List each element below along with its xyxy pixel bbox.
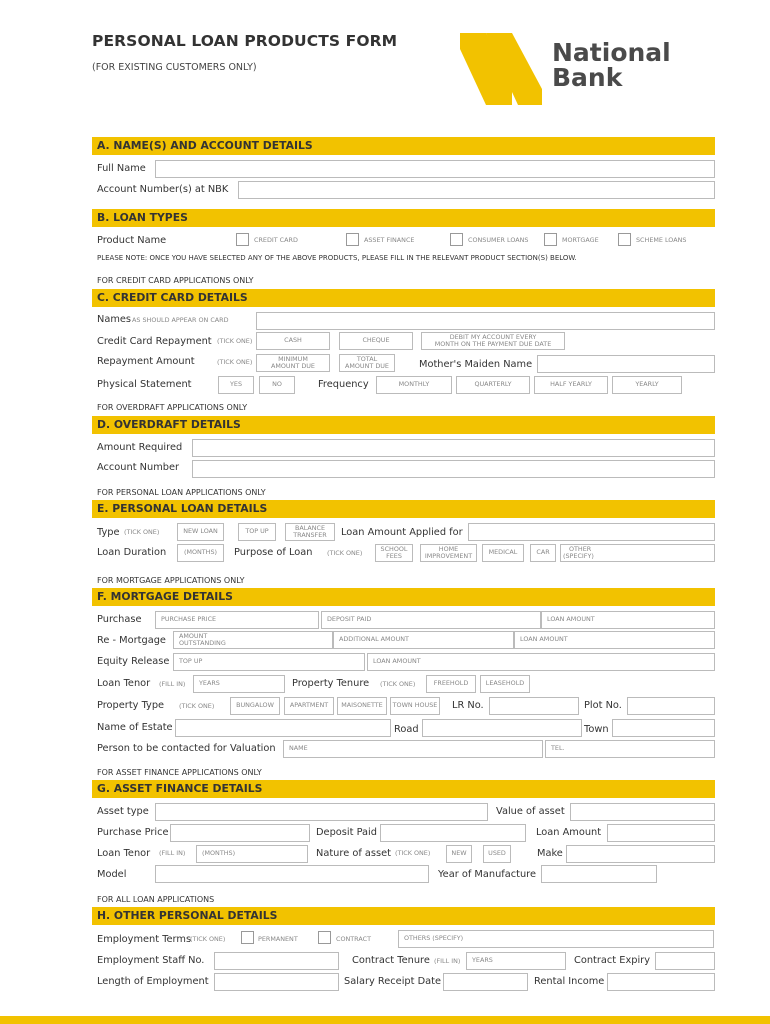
mortgage-checkbox[interactable] — [544, 233, 557, 246]
additional-amount-field[interactable]: ADDITIONAL AMOUNT — [333, 631, 514, 649]
equity-top-up-field[interactable]: TOP UP — [173, 653, 365, 671]
half-yearly-option[interactable]: HALF YEARLY — [534, 376, 608, 394]
year-of-manufacture-label: Year of Manufacture — [438, 869, 537, 880]
physical-statement-label: Physical Statement — [97, 379, 192, 390]
repayment-amount-label: Repayment Amount — [97, 356, 195, 367]
purchase-label: Purchase — [97, 614, 142, 625]
purchase-price-field[interactable]: PURCHASE PRICE — [155, 611, 319, 629]
rental-income-field[interactable] — [607, 973, 715, 991]
value-of-asset-label: Value of asset — [496, 806, 565, 817]
loan-amount-applied-label: Loan Amount Applied for — [341, 527, 463, 538]
page-title: PERSONAL LOAN PRODUCTS FORM — [92, 32, 398, 50]
year-of-manufacture-field[interactable] — [541, 865, 657, 883]
staff-no-field[interactable] — [214, 952, 339, 970]
loan-tenor-label: Loan Tenor — [97, 678, 151, 689]
contract-tenure-fill-in: (FILL IN) — [434, 957, 461, 965]
contract-checkbox[interactable] — [318, 931, 331, 944]
nature-tick-one: (TICK ONE) — [395, 849, 431, 857]
plot-no-field[interactable] — [627, 697, 715, 715]
balance-transfer-option[interactable] — [285, 523, 335, 541]
minimum-amount-option[interactable] — [256, 354, 330, 372]
total-line-2: AMOUNT DUE — [345, 362, 389, 370]
estate-label: Name of Estate — [97, 722, 173, 733]
purchase-price-label: Purchase Price — [97, 827, 169, 838]
total-amount-option[interactable] — [339, 354, 395, 372]
plot-no-label: Plot No. — [584, 700, 622, 711]
asset-tenor-months-field[interactable]: (MONTHS) — [196, 845, 308, 863]
logo-line-1: National — [552, 38, 671, 67]
section-g-header: G. ASSET FINANCE DETAILS — [92, 780, 715, 798]
section-c-header: C. CREDIT CARD DETAILS — [92, 289, 715, 307]
freehold-option[interactable]: FREEHOLD — [426, 675, 476, 693]
consumer-loans-checkbox[interactable] — [450, 233, 463, 246]
product-note: PLEASE NOTE: ONCE YOU HAVE SELECTED ANY OF THE ABOVE PRODUCTS, PLEASE FILL IN THE RELEVANT PRODUCT SECTION(S) BELOW. — [97, 254, 577, 262]
town-field[interactable] — [612, 719, 715, 737]
deposit-paid-field[interactable]: DEPOSIT PAID — [321, 611, 541, 629]
permanent-checkbox[interactable] — [241, 931, 254, 944]
staff-no-label: Employment Staff No. — [97, 955, 205, 966]
names-field[interactable] — [256, 312, 715, 330]
property-type-tick-one: (TICK ONE) — [179, 702, 215, 710]
bungalow-option[interactable]: BUNGALOW — [230, 697, 280, 715]
account-numbers-label: Account Number(s) at NBK — [97, 184, 229, 195]
length-of-employment-label: Length of Employment — [97, 976, 209, 987]
purchase-price-field-g[interactable] — [170, 824, 310, 842]
salary-receipt-date-field[interactable] — [443, 973, 528, 991]
amount-outstanding-line-1: AMOUNT — [179, 631, 208, 640]
yearly-option[interactable]: YEARLY — [612, 376, 682, 394]
estate-field[interactable] — [175, 719, 391, 737]
mortgage-option-label: MORTGAGE — [562, 236, 599, 244]
school-fees-option[interactable] — [375, 544, 413, 562]
rental-income-label: Rental Income — [534, 976, 605, 987]
loan-duration-field[interactable]: (MONTHS) — [177, 544, 224, 562]
mothers-maiden-name-field[interactable] — [537, 355, 715, 373]
consumer-loans-option-label: CONSUMER LOANS — [468, 236, 529, 244]
permanent-label: PERMANENT — [258, 935, 298, 943]
others-specify-field[interactable]: OTHERS (SPECIFY) — [398, 930, 714, 948]
cheque-option[interactable]: CHEQUE — [339, 332, 413, 350]
total-line-1: TOTAL — [356, 354, 378, 363]
repayment-amount-tick-one: (TICK ONE) — [217, 358, 253, 366]
section-e-header: E. PERSONAL LOAN DETAILS — [92, 500, 715, 518]
deposit-paid-field-g[interactable] — [380, 824, 526, 842]
remortgage-label: Re - Mortgage — [97, 635, 166, 646]
value-of-asset-field[interactable] — [570, 803, 715, 821]
loan-type-tick-one: (TICK ONE) — [124, 528, 160, 536]
credit-card-checkbox[interactable] — [236, 233, 249, 246]
make-field[interactable] — [566, 845, 715, 863]
valuation-name-field[interactable]: NAME — [283, 740, 543, 758]
school-line-2: FEES — [386, 552, 402, 560]
amount-required-label: Amount Required — [97, 442, 183, 453]
minimum-line-1: MINIMUM — [278, 354, 308, 363]
amount-required-field[interactable] — [192, 439, 715, 457]
asset-type-field[interactable] — [155, 803, 488, 821]
salary-receipt-date-label: Salary Receipt Date — [344, 976, 442, 987]
footer-bar — [0, 1016, 770, 1024]
full-name-field[interactable] — [155, 160, 715, 178]
account-number-field[interactable] — [192, 460, 715, 478]
deposit-paid-label: Deposit Paid — [316, 827, 377, 838]
mothers-maiden-name-label: Mother's Maiden Name — [419, 359, 533, 370]
debit-account-option[interactable] — [421, 332, 565, 350]
valuation-tel-field[interactable]: TEL. — [545, 740, 715, 758]
medical-option[interactable]: MEDICAL — [482, 544, 524, 562]
apartment-option[interactable]: APARTMENT — [284, 697, 334, 715]
physical-no-option[interactable]: NO — [259, 376, 295, 394]
road-field[interactable] — [422, 719, 582, 737]
road-label: Road — [394, 724, 419, 735]
top-up-option[interactable]: TOP UP — [238, 523, 276, 541]
names-label: Names — [97, 314, 132, 325]
balance-line-1: BALANCE — [294, 523, 326, 532]
section-g-pre: FOR ASSET FINANCE APPLICATIONS ONLY — [97, 768, 262, 777]
other-line-1: OTHER — [569, 544, 592, 553]
credit-card-repayment-label: Credit Card Repayment — [97, 336, 212, 347]
loan-duration-label: Loan Duration — [97, 547, 167, 558]
account-number-label: Account Number — [97, 462, 180, 473]
repayment-tick-one: (TICK ONE) — [217, 337, 253, 345]
remortgage-loan-amount-field[interactable]: LOAN AMOUNT — [514, 631, 715, 649]
scheme-loans-checkbox[interactable] — [618, 233, 631, 246]
other-line-2: (SPECIFY) — [563, 552, 594, 560]
bank-logo-name — [552, 40, 671, 90]
loan-amount-applied-field[interactable] — [468, 523, 715, 541]
contract-tenure-years-field[interactable]: YEARS — [466, 952, 566, 970]
town-house-option[interactable]: TOWN HOUSE — [390, 697, 440, 715]
equity-release-label: Equity Release — [97, 656, 170, 667]
property-type-label: Property Type — [97, 700, 165, 711]
terms-tick-one: (TICK ONE) — [190, 935, 226, 943]
contract-tenure-label: Contract Tenure — [352, 955, 430, 966]
section-d-pre: FOR OVERDRAFT APPLICATIONS ONLY — [97, 403, 248, 412]
amount-outstanding-line-2: OUTSTANDING — [179, 639, 226, 647]
section-c-pre: FOR CREDIT CARD APPLICATIONS ONLY — [97, 276, 254, 285]
lr-no-field[interactable] — [489, 697, 579, 715]
purpose-tick-one: (TICK ONE) — [327, 549, 363, 557]
car-option[interactable]: CAR — [530, 544, 556, 562]
amount-outstanding-field[interactable] — [173, 631, 333, 649]
debit-line-1: DEBIT MY ACCOUNT EVERY — [449, 332, 537, 341]
tenor-years-field[interactable]: YEARS — [193, 675, 285, 693]
section-f-pre: FOR MORTGAGE APPLICATIONS ONLY — [97, 576, 245, 585]
loan-type-label: Type — [97, 527, 120, 538]
section-a-header: A. NAME(S) AND ACCOUNT DETAILS — [92, 137, 715, 155]
valuation-contact-label: Person to be contacted for Valuation — [97, 743, 276, 754]
scheme-loans-option-label: SCHEME LOANS — [636, 236, 687, 244]
purchase-loan-amount-field[interactable]: LOAN AMOUNT — [541, 611, 715, 629]
asset-tenor-fill-in: (FILL IN) — [159, 849, 186, 857]
contract-expiry-field[interactable] — [655, 952, 715, 970]
asset-loan-amount-field[interactable] — [607, 824, 715, 842]
tenure-tick-one: (TICK ONE) — [380, 680, 416, 688]
product-name-label: Product Name — [97, 235, 167, 246]
model-field[interactable] — [155, 865, 429, 883]
purpose-of-loan-label: Purpose of Loan — [234, 547, 313, 558]
asset-loan-tenor-label: Loan Tenor — [97, 848, 151, 859]
quarterly-option[interactable]: QUARTERLY — [456, 376, 530, 394]
maisonette-option[interactable]: MAISONETTE — [337, 697, 387, 715]
asset-type-label: Asset type — [97, 806, 149, 817]
length-of-employment-field[interactable] — [214, 973, 339, 991]
town-label: Town — [584, 724, 609, 735]
nature-of-asset-label: Nature of asset — [316, 848, 391, 859]
asset-new-option[interactable]: NEW — [446, 845, 472, 863]
tenor-fill-in: (FILL IN) — [159, 680, 186, 688]
school-line-1: SCHOOL — [380, 544, 408, 553]
frequency-label: Frequency — [318, 379, 369, 390]
section-e-pre: FOR PERSONAL LOAN APPLICATIONS ONLY — [97, 488, 266, 497]
make-label: Make — [537, 848, 563, 859]
full-name-label: Full Name — [97, 163, 146, 174]
section-f-header: F. MORTGAGE DETAILS — [92, 588, 715, 606]
physical-yes-option[interactable]: YES — [218, 376, 254, 394]
home-line-1: HOME — [438, 544, 459, 553]
home-line-2: IMPROVEMENT — [424, 552, 473, 560]
credit-card-option-label: CREDIT CARD — [254, 236, 298, 244]
minimum-line-2: AMOUNT DUE — [271, 362, 315, 370]
contract-expiry-label: Contract Expiry — [574, 955, 651, 966]
cash-option[interactable]: CASH — [256, 332, 330, 350]
asset-used-option[interactable]: USED — [483, 845, 511, 863]
logo-line-2: Bank — [552, 63, 623, 92]
asset-finance-option-label: ASSET FINANCE — [364, 236, 415, 244]
new-loan-option[interactable]: NEW LOAN — [177, 523, 224, 541]
section-d-header: D. OVERDRAFT DETAILS — [92, 416, 715, 434]
asset-loan-amount-label: Loan Amount — [536, 827, 602, 838]
names-hint: AS SHOULD APPEAR ON CARD — [132, 316, 229, 324]
page-subtitle: (FOR EXISTING CUSTOMERS ONLY) — [92, 62, 257, 73]
employment-terms-label: Employment Terms — [97, 934, 192, 945]
bank-logo-icon — [460, 33, 542, 105]
other-specify-option[interactable] — [560, 544, 715, 562]
equity-loan-amount-field[interactable]: LOAN AMOUNT — [367, 653, 715, 671]
asset-finance-checkbox[interactable] — [346, 233, 359, 246]
home-improvement-option[interactable] — [420, 544, 477, 562]
model-label: Model — [97, 869, 127, 880]
lr-no-label: LR No. — [452, 700, 484, 711]
section-b-header: B. LOAN TYPES — [92, 209, 715, 227]
contract-label: CONTRACT — [336, 935, 371, 943]
property-tenure-label: Property Tenure — [292, 678, 370, 689]
section-h-pre: FOR ALL LOAN APPLICATIONS — [97, 895, 215, 904]
account-numbers-field[interactable] — [238, 181, 715, 199]
debit-line-2: MONTH ON THE PAYMENT DUE DATE — [434, 340, 552, 348]
section-h-header: H. OTHER PERSONAL DETAILS — [92, 907, 715, 925]
monthly-option[interactable]: MONTHLY — [376, 376, 452, 394]
leasehold-option[interactable]: LEASEHOLD — [480, 675, 530, 693]
balance-line-2: TRANSFER — [293, 531, 327, 539]
